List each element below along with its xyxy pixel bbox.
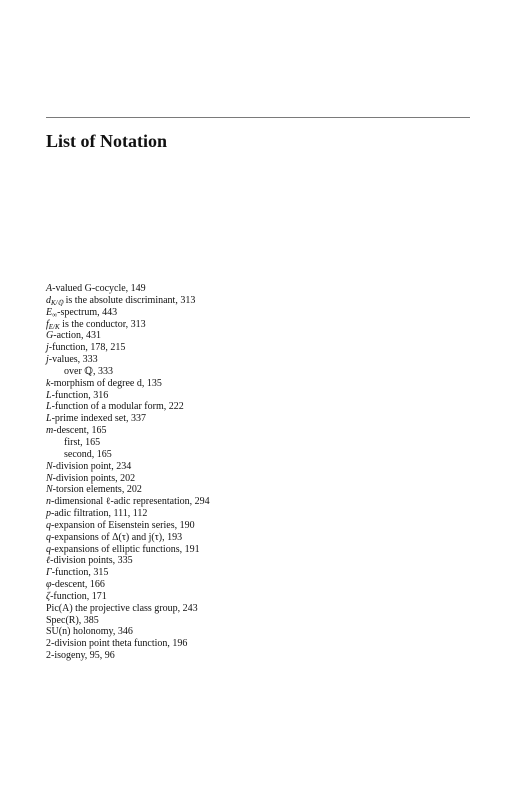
notation-symbol: φ bbox=[46, 579, 52, 591]
notation-text: -function, 171 bbox=[50, 590, 107, 602]
notation-text: -valued G-cocycle, 149 bbox=[52, 283, 146, 294]
page-title: List of Notation bbox=[46, 131, 167, 151]
notation-text: -descent, 166 bbox=[51, 579, 105, 591]
notation-subscript: ∞ bbox=[52, 310, 58, 319]
notation-symbol: q bbox=[46, 519, 51, 531]
notation-entry bbox=[46, 520, 486, 532]
notation-symbol: N bbox=[46, 460, 53, 472]
notation-text: -torsion elements, 202 bbox=[52, 484, 142, 496]
notation-entry bbox=[46, 484, 486, 496]
notation-entry bbox=[46, 342, 486, 354]
notation-entry bbox=[46, 319, 486, 331]
notation-symbol: p bbox=[46, 508, 51, 520]
notation-text: -expansions of elliptic functions, 191 bbox=[51, 543, 200, 555]
notation-text: -division point, 234 bbox=[52, 460, 132, 472]
notation-entry bbox=[46, 603, 486, 615]
notation-symbol: j bbox=[46, 354, 49, 366]
notation-entry bbox=[46, 532, 486, 544]
notation-entry bbox=[46, 401, 486, 413]
notation-text: -spectrum, 443 bbox=[57, 306, 118, 318]
notation-entry bbox=[46, 473, 486, 485]
notation-text: -expansions of Δ(τ) and j(τ), 193 bbox=[51, 531, 183, 543]
notation-text: -division points, 202 bbox=[52, 472, 136, 484]
notation-symbol: A bbox=[46, 283, 53, 294]
notation-symbol: j bbox=[46, 342, 49, 354]
notation-text: -dimensional ℓ-adic representation, 294 bbox=[51, 496, 210, 508]
notation-symbol: L bbox=[46, 413, 52, 425]
notation-entry bbox=[46, 295, 486, 307]
notation-symbol: n bbox=[46, 496, 51, 508]
notation-entry bbox=[46, 626, 486, 638]
notation-symbol: E bbox=[46, 306, 53, 318]
notation-list bbox=[46, 283, 486, 662]
notation-entry bbox=[46, 579, 486, 591]
notation-symbol: L bbox=[46, 389, 52, 401]
notation-text: Spec(R), 385 bbox=[46, 614, 99, 626]
notation-subentry bbox=[46, 437, 486, 449]
notation-text: over ℚ, 333 bbox=[64, 365, 113, 377]
notation-text: -prime indexed set, 337 bbox=[51, 413, 146, 425]
notation-text: is the absolute discriminant, 313 bbox=[63, 294, 196, 306]
notation-text: second, 165 bbox=[64, 448, 112, 460]
notation-symbol: N bbox=[46, 472, 53, 484]
notation-entry bbox=[46, 330, 486, 342]
notation-entry bbox=[46, 555, 486, 567]
notation-symbol: ζ bbox=[46, 590, 51, 602]
notation-text: first, 165 bbox=[64, 436, 101, 448]
notation-text: -action, 431 bbox=[53, 330, 101, 342]
notation-entry bbox=[46, 496, 486, 508]
notation-text: -expansion of Eisenstein series, 190 bbox=[51, 519, 195, 531]
header-rule bbox=[46, 117, 470, 118]
notation-subscript: K/ℚ bbox=[51, 298, 64, 307]
notation-symbol: Γ bbox=[46, 567, 52, 579]
notation-symbol: ℓ bbox=[46, 555, 51, 567]
notation-symbol: G bbox=[46, 330, 54, 342]
notation-subscript: E/K bbox=[48, 322, 60, 331]
notation-entry bbox=[46, 508, 486, 520]
notation-entry bbox=[46, 638, 486, 650]
notation-entry bbox=[46, 307, 486, 319]
notation-entry bbox=[46, 650, 486, 662]
notation-text: -division points, 335 bbox=[50, 555, 133, 567]
notation-entry bbox=[46, 390, 486, 402]
notation-entry bbox=[46, 354, 486, 366]
notation-text: is the conductor, 313 bbox=[59, 318, 146, 330]
notation-entry bbox=[46, 567, 486, 579]
notation-entry bbox=[46, 425, 486, 437]
notation-text: Pic(A) the projective class group, 243 bbox=[46, 602, 198, 614]
notation-text: -values, 333 bbox=[48, 354, 98, 366]
notation-symbol: L bbox=[46, 401, 52, 413]
notation-text: 2-division point theta function, 196 bbox=[46, 638, 188, 650]
notation-symbol: f bbox=[46, 318, 49, 330]
notation-entry bbox=[46, 378, 486, 390]
notation-subentry bbox=[46, 449, 486, 461]
notation-text: -function, 315 bbox=[51, 567, 109, 579]
notation-symbol: k bbox=[46, 377, 51, 389]
notation-text: -function, 316 bbox=[51, 389, 109, 401]
notation-entry bbox=[46, 591, 486, 603]
notation-entry bbox=[46, 461, 486, 473]
notation-text: 2-isogeny, 95, 96 bbox=[46, 650, 115, 662]
notation-text: -function, 178, 215 bbox=[48, 342, 126, 354]
notation-subentry bbox=[46, 366, 486, 378]
notation-symbol: q bbox=[46, 543, 51, 555]
notation-symbol: m bbox=[46, 425, 54, 437]
notation-entry bbox=[46, 544, 486, 556]
notation-entry bbox=[46, 413, 486, 425]
notation-entry bbox=[46, 615, 486, 627]
notation-symbol: d bbox=[46, 294, 51, 306]
notation-text: SU(n) holonomy, 346 bbox=[46, 626, 133, 638]
notation-text: -adic filtration, 111, 112 bbox=[51, 508, 148, 520]
notation-symbol: q bbox=[46, 531, 51, 543]
notation-entry bbox=[46, 283, 486, 295]
notation-symbol: N bbox=[46, 484, 53, 496]
notation-text: -descent, 165 bbox=[53, 425, 107, 437]
notation-text: -morphism of degree d, 135 bbox=[50, 377, 162, 389]
notation-text: -function of a modular form, 222 bbox=[51, 401, 184, 413]
